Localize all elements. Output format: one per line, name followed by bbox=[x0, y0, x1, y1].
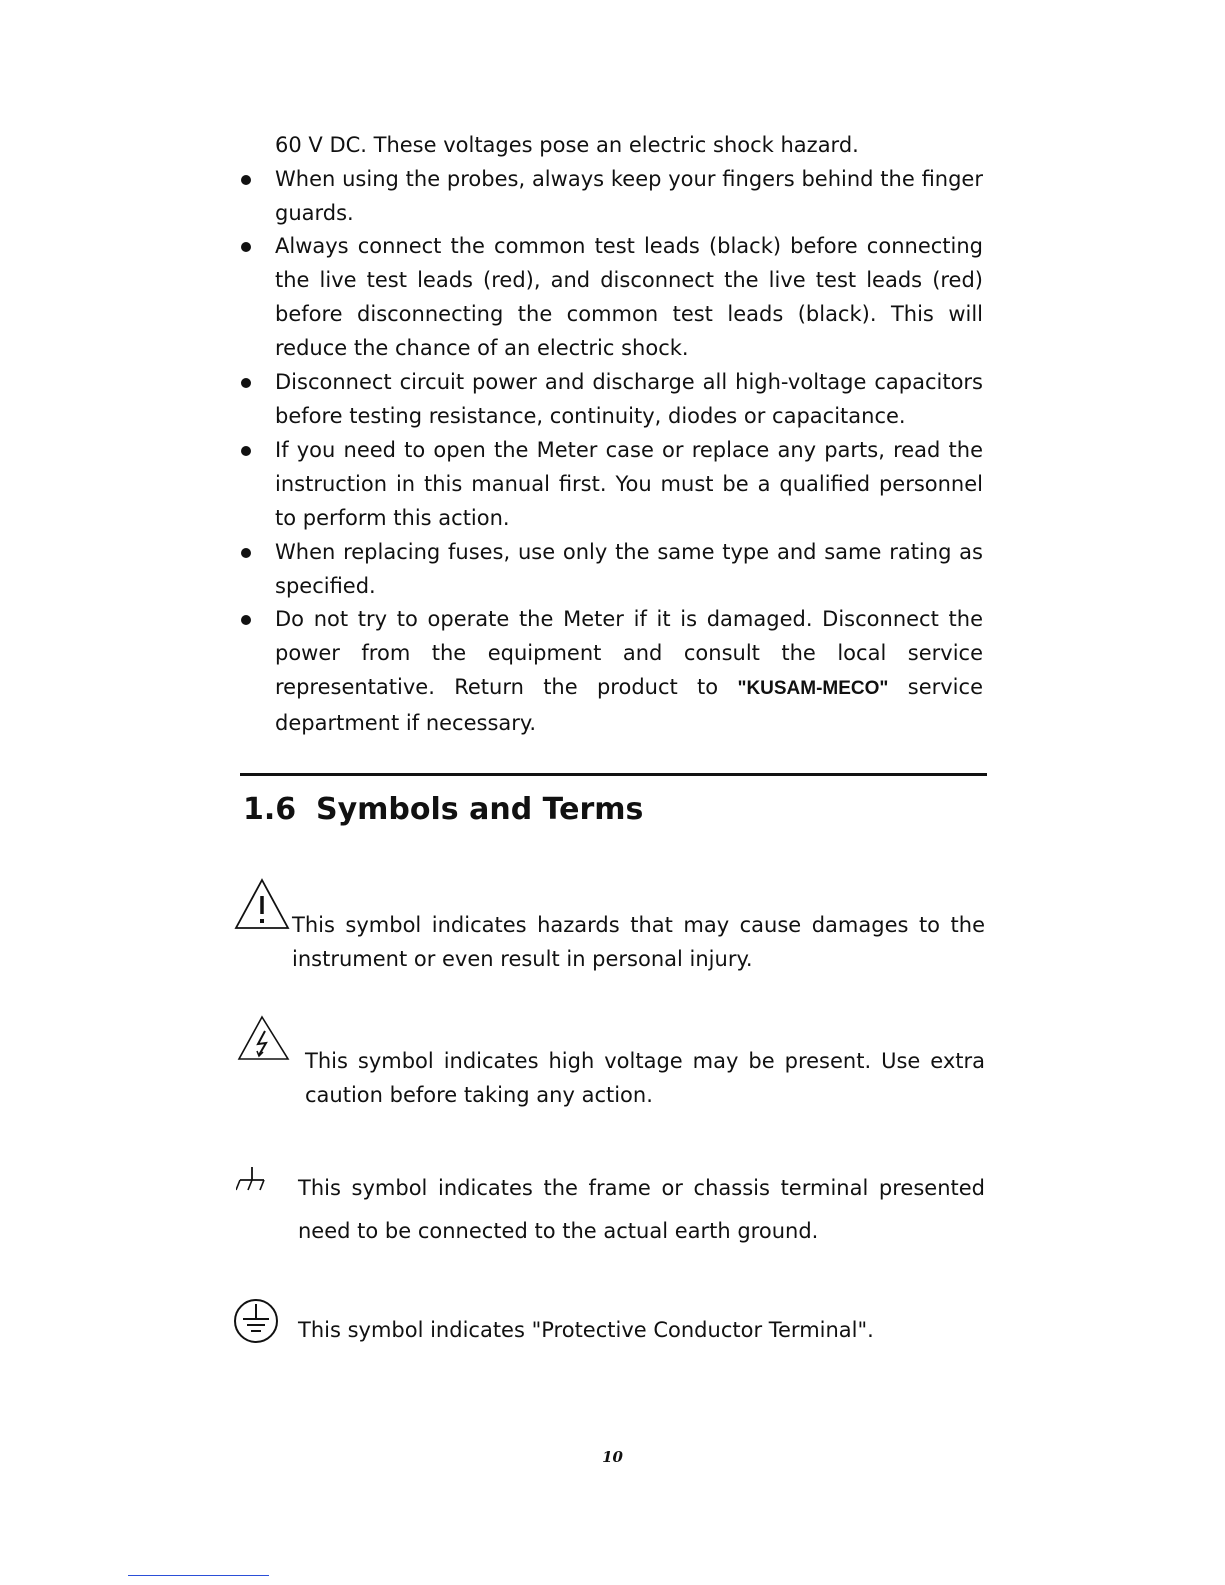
chassis-ground-icon bbox=[236, 1166, 268, 1194]
symbol-description: This symbol indicates "Protective Conductor Terminal". bbox=[298, 1318, 874, 1342]
bullet-dot bbox=[241, 615, 251, 625]
section-heading bbox=[243, 790, 643, 830]
caution-triangle-icon bbox=[233, 877, 295, 935]
list-item bbox=[238, 602, 983, 740]
bullet-text-prefix: Return the product to bbox=[454, 675, 738, 699]
bullet-text: Always connect the common test leads (black) before connecting the live test leads (red), and disconnect the live test leads (red) before disconnecting the common test leads (black). This will reduce the chance of an electric shock. bbox=[275, 234, 983, 360]
bullet-dot bbox=[241, 446, 251, 456]
section-divider bbox=[240, 773, 987, 776]
brand-name: "KUSAM-MECO" bbox=[737, 678, 889, 699]
high-voltage-triangle-icon bbox=[236, 1015, 296, 1063]
symbol-description: This symbol indicates the frame or chassis terminal presented need to be connected to the actual earth ground. bbox=[298, 1176, 985, 1243]
bullet-dot bbox=[241, 175, 251, 185]
bullet-dot bbox=[241, 378, 251, 388]
list-item bbox=[238, 229, 983, 365]
bullet-text: Disconnect circuit power and discharge all high-voltage capacitors before testing resistance, continuity, diodes or capacitance. bbox=[275, 370, 983, 428]
bullet-dot bbox=[241, 548, 251, 558]
page-number: 10 bbox=[602, 1448, 623, 1466]
list-item bbox=[238, 162, 983, 230]
continued-line: 60 V DC. These voltages pose an electric shock hazard. bbox=[275, 133, 859, 157]
symbol-description: This symbol indicates hazards that may cause damages to the instrument or even result in personal injury. bbox=[292, 913, 985, 971]
footer-line bbox=[128, 1575, 269, 1576]
bullet-text bbox=[275, 602, 983, 740]
bullet-text-suffix: service department if necessary. bbox=[275, 675, 983, 735]
list-item bbox=[238, 433, 983, 535]
bullet-text: When using the probes, always keep your fingers behind the finger guards. bbox=[275, 167, 983, 225]
bullet-text: When replacing fuses, use only the same type and same rating as specified. bbox=[275, 540, 983, 598]
section-number: 1.6 bbox=[243, 792, 297, 827]
bullet-text: If you need to open the Meter case or replace any parts, read the instruction in this manual first. You must be a qualified personnel to perform this action. bbox=[275, 438, 983, 530]
list-item bbox=[238, 365, 983, 433]
list-item bbox=[238, 535, 983, 603]
bullet-dot bbox=[241, 242, 251, 252]
protective-earth-icon bbox=[232, 1297, 280, 1345]
bullet-text-main: Do not try to operate the Meter if it is damaged. Disconnect the power from the equipment and consult the local service representative. bbox=[275, 607, 983, 699]
section-title: Symbols and Terms bbox=[316, 792, 644, 827]
symbol-description: This symbol indicates high voltage may be present. Use extra caution before taking any action. bbox=[305, 1049, 985, 1107]
